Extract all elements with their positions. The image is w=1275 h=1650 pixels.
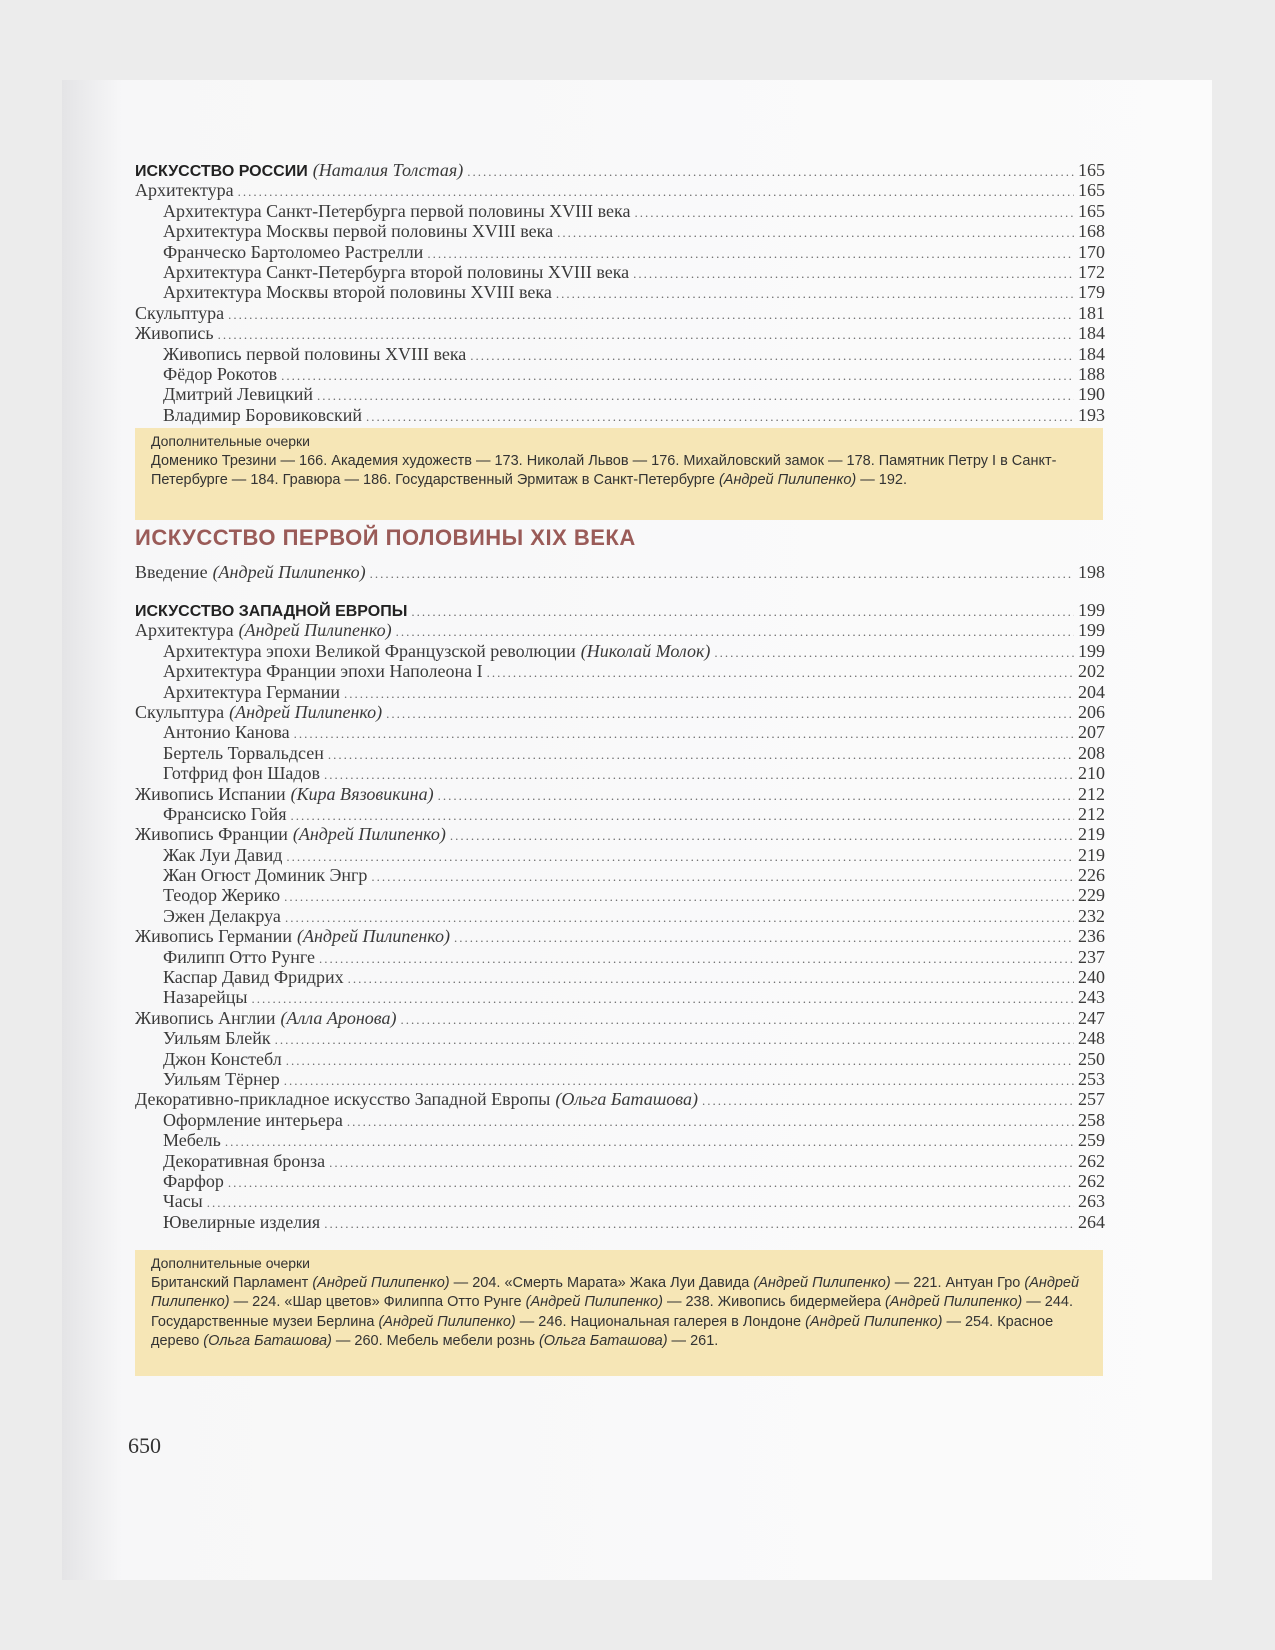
essay-text: — 246. Национальная галерея в Лондоне — [515, 1313, 806, 1330]
dot-leader — [557, 223, 1074, 243]
toc-entry — [135, 384, 1105, 404]
toc-entry — [135, 1008, 1105, 1028]
dot-leader — [347, 1112, 1074, 1132]
toc-entry-page: 199 — [1078, 640, 1105, 661]
toc-entry — [135, 722, 1105, 742]
toc-entry-page: 206 — [1078, 701, 1105, 722]
essay-text: — 244. Государственные музеи Берлина — [151, 1294, 1074, 1330]
toc-entry-page: 204 — [1078, 681, 1105, 702]
toc-western-europe — [135, 600, 1105, 1232]
toc-entry-title: Бертель Торвальдсен — [163, 742, 324, 763]
essay-author: (Андрей Пилипенко) — [525, 1294, 663, 1310]
toc-entry-title: Скульптура — [135, 302, 225, 323]
toc-entry — [135, 282, 1105, 302]
dot-leader — [714, 643, 1074, 663]
toc-entry-page: 190 — [1078, 384, 1105, 405]
essay-author: (Андрей Пилипенко) — [312, 1274, 450, 1291]
toc-entry-title: Живопись Испании — [135, 783, 286, 804]
toc-entry — [135, 763, 1105, 783]
toc-entry — [135, 1069, 1105, 1089]
toc-entry-title: Введение — [135, 562, 208, 582]
essay-text: Британский Парламент — [151, 1274, 313, 1291]
toc-entry — [135, 682, 1105, 702]
toc-entry — [135, 906, 1105, 926]
toc-entry-title: Уильям Блейк — [163, 1028, 271, 1049]
toc-entry-title: Теодор Жерико — [163, 885, 281, 906]
dot-leader — [348, 969, 1074, 989]
additional-essays-box-2 — [135, 1250, 1103, 1376]
essay-text: — 261. — [667, 1333, 719, 1349]
toc-entry — [135, 1089, 1105, 1109]
dot-leader — [324, 1214, 1074, 1234]
toc-entry-author: (Андрей Пилипенко) — [229, 701, 383, 722]
toc-entry-page: 229 — [1078, 885, 1105, 906]
essay-author: (Андрей Пилипенко) — [884, 1294, 1023, 1310]
toc-entry-page: 212 — [1078, 803, 1105, 824]
essay-author: (Ольга Баташова) — [538, 1333, 668, 1349]
toc-entry-page: 202 — [1078, 661, 1105, 682]
additional-essays-heading: Дополнительные очерки — [151, 1255, 311, 1271]
toc-entry-title: Владимир Боровиковский — [163, 404, 362, 425]
toc-entry-page: 212 — [1078, 783, 1105, 804]
dot-leader — [294, 724, 1074, 744]
additional-essays-box-1 — [135, 428, 1103, 520]
dot-leader — [317, 386, 1074, 406]
toc-entry-title: Фёдор Рокотов — [163, 363, 278, 384]
toc-entry — [135, 221, 1105, 241]
toc-entry — [135, 743, 1105, 763]
essay-author: (Андрей Пилипенко) — [151, 1274, 1080, 1310]
toc-entry-title: Декоративно-прикладное искусство Западной Европы — [135, 1089, 551, 1110]
toc-entry-title: Назарейцы — [163, 987, 248, 1008]
toc-entry-page: 170 — [1078, 241, 1105, 262]
toc-entry — [135, 1110, 1105, 1130]
toc-entry — [135, 1049, 1105, 1069]
toc-entry-page: 188 — [1078, 363, 1105, 384]
toc-entry-title: Архитектура Германии — [163, 681, 341, 702]
toc-entry-page: 262 — [1078, 1150, 1105, 1171]
dot-leader — [286, 847, 1074, 867]
dot-leader — [396, 622, 1074, 642]
toc-entry-title: Скульптура — [135, 701, 225, 722]
dot-leader — [324, 765, 1074, 785]
toc-entry-title: Франческо Бартоломео Растрелли — [163, 241, 424, 262]
toc-entry-page: 210 — [1078, 763, 1105, 784]
dot-leader — [281, 366, 1074, 386]
essay-text: — 221. Антуан Гро — [890, 1274, 1025, 1291]
dot-leader — [228, 1173, 1074, 1193]
dot-leader — [487, 663, 1074, 683]
toc-entry-title: Оформление интерьера — [163, 1109, 343, 1130]
dot-leader — [207, 1193, 1074, 1213]
essay-author: (Андрей Пилипенко) — [753, 1274, 891, 1291]
page-number: 650 — [128, 1433, 161, 1458]
toc-entry — [135, 987, 1105, 1007]
essay-text: — 238. Живопись бидермейера — [662, 1294, 885, 1310]
essay-text: — 254. Красное дерево — [151, 1313, 1054, 1349]
toc-entry — [135, 1130, 1105, 1150]
toc-entry-page: 219 — [1078, 844, 1105, 865]
toc-entry-title: ИСКУССТВО ЗАПАДНОЙ ЕВРОПЫ — [135, 603, 408, 620]
toc-entry-page: 184 — [1078, 343, 1105, 364]
toc-entry-author: (Алла Аронова) — [280, 1007, 397, 1028]
toc-entry-page: 198 — [1078, 562, 1105, 582]
toc-entry — [135, 405, 1105, 425]
toc-entry-author: (Ольга Баташова) — [555, 1089, 698, 1110]
toc-entry — [135, 323, 1105, 343]
toc-entry-page: 165 — [1078, 180, 1105, 201]
toc-entry — [135, 364, 1105, 384]
toc-entry-title: ИСКУССТВО РОССИИ — [135, 163, 308, 180]
toc-entry — [135, 824, 1105, 844]
toc-entry-title: Живопись первой половины XVIII века — [163, 343, 467, 364]
toc-entry — [135, 926, 1105, 946]
dot-leader — [370, 564, 1074, 584]
toc-entry-page: 243 — [1078, 987, 1105, 1008]
toc-entry — [135, 344, 1105, 364]
toc-entry-title: Мебель — [163, 1130, 221, 1151]
toc-entry-title: Архитектура Санкт-Петербурга первой половины XVIII века — [163, 200, 631, 221]
dot-leader — [284, 887, 1074, 907]
toc-entry-author: (Андрей Пилипенко) — [292, 824, 446, 845]
dot-leader — [328, 745, 1074, 765]
toc-entry — [135, 1212, 1105, 1232]
toc-entry-title: Архитектура — [135, 180, 234, 201]
toc-entry-title: Живопись — [135, 323, 214, 344]
toc-entry-page: 184 — [1078, 323, 1105, 344]
toc-entry — [135, 1151, 1105, 1171]
essay-author: (Андрей Пилипенко) — [718, 472, 857, 488]
dot-leader — [386, 704, 1074, 724]
dot-leader — [411, 602, 1074, 622]
toc-entry-title: Архитектура Санкт-Петербурга второй половины XVIII века — [163, 261, 630, 282]
toc-entry — [135, 303, 1105, 323]
dot-leader — [454, 928, 1074, 948]
dot-leader — [329, 1153, 1074, 1173]
dot-leader — [228, 305, 1074, 325]
toc-entry-title: Антонио Канова — [163, 722, 290, 743]
dot-leader — [635, 203, 1075, 223]
dot-leader — [400, 1010, 1074, 1030]
toc-entry-title: Джон Констебл — [163, 1048, 282, 1069]
dot-leader — [238, 182, 1074, 202]
dot-leader — [470, 346, 1074, 366]
toc-entry — [135, 242, 1105, 262]
toc-entry-author: (Наталия Толстая) — [312, 160, 464, 180]
toc-entry-page: 219 — [1078, 824, 1105, 845]
toc-entry — [135, 804, 1105, 824]
toc-entry-page: 193 — [1078, 404, 1105, 425]
essay-author: (Андрей Пилипенко) — [805, 1313, 943, 1330]
additional-essays-heading: Дополнительные очерки — [151, 433, 311, 449]
essay-author: (Ольга Баташова) — [203, 1333, 332, 1349]
dot-leader — [438, 786, 1074, 806]
toc-entry-page: 168 — [1078, 221, 1105, 242]
dot-leader — [251, 989, 1074, 1009]
toc-entry-page: 257 — [1078, 1089, 1105, 1110]
toc-entry-page: 232 — [1078, 905, 1105, 926]
toc-entry-page: 165 — [1078, 160, 1105, 180]
dot-leader — [284, 1071, 1074, 1091]
toc-entry-page: 199 — [1078, 620, 1105, 641]
toc-entry-page: 172 — [1078, 261, 1105, 282]
toc-entry — [135, 262, 1105, 282]
section-title: ИСКУССТВО ПЕРВОЙ ПОЛОВИНЫ XIX ВЕКА — [135, 525, 636, 550]
toc-russia — [135, 160, 1105, 425]
dot-leader — [225, 1132, 1074, 1152]
additional-essays-text — [151, 452, 1091, 491]
essay-text: — 192. — [856, 472, 908, 488]
dot-leader — [286, 1051, 1074, 1071]
toc-entry — [135, 784, 1105, 804]
toc-entry — [135, 600, 1105, 620]
toc-entry-page: 248 — [1078, 1028, 1105, 1049]
toc-entry-page: 199 — [1078, 600, 1105, 620]
toc-entry-author: (Николай Молок) — [580, 640, 711, 661]
dot-leader — [366, 407, 1074, 427]
toc-entry-title: Эжен Делакруа — [163, 905, 281, 926]
dot-leader — [218, 325, 1074, 345]
toc-entry-page: 253 — [1078, 1068, 1105, 1089]
toc-entry — [135, 661, 1105, 681]
toc-entry-title: Уильям Тёрнер — [163, 1068, 280, 1089]
toc-entry-page: 208 — [1078, 742, 1105, 763]
toc-entry-author: (Кира Вязовикина) — [290, 783, 434, 804]
toc-entry — [135, 160, 1105, 180]
toc-intro — [135, 562, 1105, 582]
toc-entry — [135, 967, 1105, 987]
toc-entry-title: Архитектура — [135, 620, 234, 641]
toc-entry-title: Живопись Германии — [135, 926, 293, 947]
toc-entry-title: Каспар Давид Фридрих — [163, 967, 344, 988]
toc-entry-title: Жак Луи Давид — [163, 844, 283, 865]
toc-entry-page: 264 — [1078, 1211, 1105, 1232]
toc-entry-title: Дмитрий Левицкий — [163, 384, 314, 405]
toc-entry-page: 165 — [1078, 200, 1105, 221]
toc-entry-author: (Андрей Пилипенко) — [297, 926, 451, 947]
dot-leader — [702, 1091, 1074, 1111]
toc-entry-page: 179 — [1078, 282, 1105, 303]
toc-entry-title: Часы — [163, 1191, 203, 1212]
toc-entry-author: (Андрей Пилипенко) — [238, 620, 392, 641]
dot-leader — [427, 244, 1074, 264]
toc-entry-page: 259 — [1078, 1130, 1105, 1151]
dot-leader — [371, 867, 1074, 887]
toc-entry-title: Фарфор — [163, 1170, 224, 1191]
dot-leader — [633, 264, 1074, 284]
essay-text: Доменико Трезини — 166. Академия художеств — 173. Николай Львов — 176. Михайловский замок — 178. Памятник Петру I в Санкт-Петербурге — 184. Гравюра — 186. Государственный Эрмитаж в Санкт-Петербурге — [151, 452, 1057, 488]
toc-entry — [135, 1028, 1105, 1048]
toc-entry-title: Готфрид фон Шадов — [163, 763, 321, 784]
toc-entry-title: Жан Огюст Доминик Энгр — [163, 865, 368, 886]
dot-leader — [556, 284, 1074, 304]
toc-entry-title: Декоративная бронза — [163, 1150, 326, 1171]
toc-entry-page: 250 — [1078, 1048, 1105, 1069]
toc-entry-author: (Андрей Пилипенко) — [212, 562, 366, 582]
dot-leader — [275, 1030, 1074, 1050]
toc-entry-title: Архитектура Москвы второй половины XVIII века — [163, 282, 552, 303]
essay-text: — 204. «Смерть Марата» Жака Луи Давида — [449, 1274, 754, 1291]
toc-entry — [135, 865, 1105, 885]
toc-entry — [135, 620, 1105, 640]
toc-entry-page: 226 — [1078, 865, 1105, 886]
dot-leader — [285, 908, 1074, 928]
dot-leader — [450, 826, 1074, 846]
toc-entry-page: 247 — [1078, 1007, 1105, 1028]
toc-entry-title: Франсиско Гойя — [163, 803, 287, 824]
toc-entry-page: 258 — [1078, 1109, 1105, 1130]
toc-entry-page: 262 — [1078, 1170, 1105, 1191]
toc-entry — [135, 885, 1105, 905]
toc-entry — [135, 641, 1105, 661]
toc-entry — [135, 702, 1105, 722]
toc-entry — [135, 180, 1105, 200]
additional-essays-text — [151, 1274, 1091, 1352]
toc-entry-page: 240 — [1078, 967, 1105, 988]
toc-entry-title: Живопись Англии — [135, 1007, 276, 1028]
toc-entry — [135, 947, 1105, 967]
toc-entry — [135, 562, 1105, 582]
toc-entry — [135, 201, 1105, 221]
essay-text: — 224. «Шар цветов» Филиппа Отто Рунге — [229, 1294, 526, 1310]
toc-entry-page: 181 — [1078, 302, 1105, 323]
toc-entry-page: 237 — [1078, 946, 1105, 967]
toc-entry-title: Живопись Франции — [135, 824, 288, 845]
toc-entry-title: Филипп Отто Рунге — [163, 946, 316, 967]
toc-entry-title: Ювелирные изделия — [163, 1211, 321, 1232]
toc-entry-page: 236 — [1078, 926, 1105, 947]
toc-entry-title: Архитектура эпохи Великой Французской революции — [163, 640, 576, 661]
dot-leader — [291, 806, 1074, 826]
toc-entry — [135, 845, 1105, 865]
dot-leader — [319, 949, 1074, 969]
toc-entry-title: Архитектура Москвы первой половины XVIII века — [163, 221, 554, 242]
toc-entry-title: Архитектура Франции эпохи Наполеона I — [163, 661, 483, 682]
essay-author: (Андрей Пилипенко) — [378, 1313, 516, 1330]
dot-leader — [344, 684, 1074, 704]
toc-entry-page: 207 — [1078, 722, 1105, 743]
essay-text: — 260. Мебель мебели рознь — [331, 1333, 539, 1349]
dot-leader — [467, 162, 1074, 182]
toc-entry-page: 263 — [1078, 1191, 1105, 1212]
toc-entry — [135, 1191, 1105, 1211]
toc-entry — [135, 1171, 1105, 1191]
